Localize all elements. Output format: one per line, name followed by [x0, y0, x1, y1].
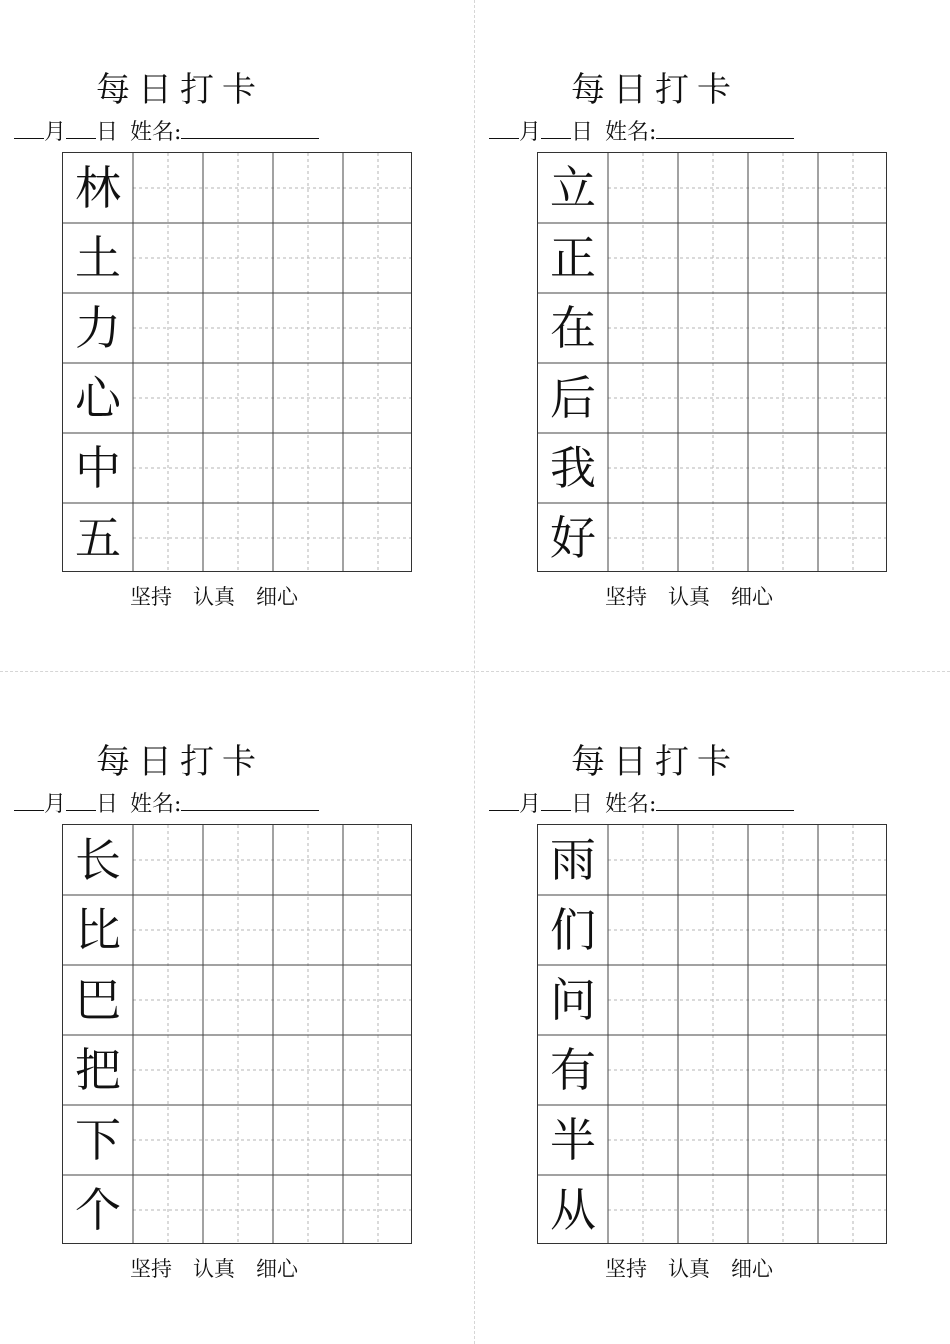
model-character: 中: [75, 441, 121, 495]
writing-grid: [62, 152, 412, 572]
practice-card-top-left: [0, 0, 360, 609]
practice-card-bottom-right: [475, 672, 835, 1281]
month-label: 月: [44, 792, 67, 817]
card-meta-row: [489, 788, 829, 818]
practice-card-top-right: [475, 0, 835, 609]
writing-grid: [62, 824, 412, 1244]
model-character: 林: [75, 161, 121, 215]
model-character: 土: [75, 231, 121, 285]
model-character: 正: [550, 231, 596, 285]
card-meta-row: [14, 788, 354, 818]
model-character: 好: [550, 511, 596, 565]
card-title: 每日打卡: [96, 70, 264, 110]
day-blank[interactable]: [541, 788, 571, 811]
model-character: 问: [550, 973, 596, 1027]
model-character: 巴: [75, 973, 121, 1027]
day-blank[interactable]: [66, 788, 96, 811]
model-character: 有: [550, 1043, 596, 1097]
name-label: 姓名:: [130, 120, 182, 145]
model-character: 立: [550, 161, 596, 215]
card-title: 每日打卡: [571, 742, 739, 782]
name-blank[interactable]: [181, 788, 319, 811]
model-character: 下: [75, 1113, 121, 1167]
month-label: 月: [519, 120, 542, 145]
day-label: 日: [96, 120, 119, 145]
model-character: 比: [75, 903, 121, 957]
card-title: 每日打卡: [571, 70, 739, 110]
model-character: 雨: [550, 833, 596, 887]
model-character: 心: [75, 371, 121, 425]
day-label: 日: [96, 792, 119, 817]
card-footer-motto: 坚持 认真 细心: [605, 585, 773, 609]
practice-card-bottom-left: [0, 672, 360, 1281]
model-character: 力: [75, 301, 121, 355]
day-label: 日: [571, 120, 594, 145]
model-character: 半: [550, 1113, 596, 1167]
day-blank[interactable]: [541, 116, 571, 139]
model-character: 我: [550, 441, 596, 495]
card-footer-motto: 坚持 认真 细心: [130, 1257, 298, 1281]
model-character: 五: [75, 511, 121, 565]
card-title: 每日打卡: [96, 742, 264, 782]
month-blank[interactable]: [489, 788, 519, 811]
model-character: 长: [75, 833, 121, 887]
model-character: 把: [75, 1043, 121, 1097]
card-footer-motto: 坚持 认真 细心: [605, 1257, 773, 1281]
model-character: 们: [550, 903, 596, 957]
name-blank[interactable]: [656, 116, 794, 139]
card-footer-motto: 坚持 认真 细心: [130, 585, 298, 609]
name-label: 姓名:: [605, 120, 657, 145]
writing-grid: [537, 824, 887, 1244]
model-character: 从: [550, 1183, 596, 1237]
model-character: 后: [550, 371, 596, 425]
writing-grid: [537, 152, 887, 572]
name-label: 姓名:: [605, 792, 657, 817]
month-label: 月: [44, 120, 67, 145]
card-meta-row: [489, 116, 829, 146]
month-blank[interactable]: [489, 116, 519, 139]
card-meta-row: [14, 116, 354, 146]
model-character: 在: [550, 301, 596, 355]
name-blank[interactable]: [181, 116, 319, 139]
month-label: 月: [519, 792, 542, 817]
day-blank[interactable]: [66, 116, 96, 139]
model-character: 个: [75, 1183, 121, 1237]
name-label: 姓名:: [130, 792, 182, 817]
day-label: 日: [571, 792, 594, 817]
month-blank[interactable]: [14, 788, 44, 811]
name-blank[interactable]: [656, 788, 794, 811]
month-blank[interactable]: [14, 116, 44, 139]
